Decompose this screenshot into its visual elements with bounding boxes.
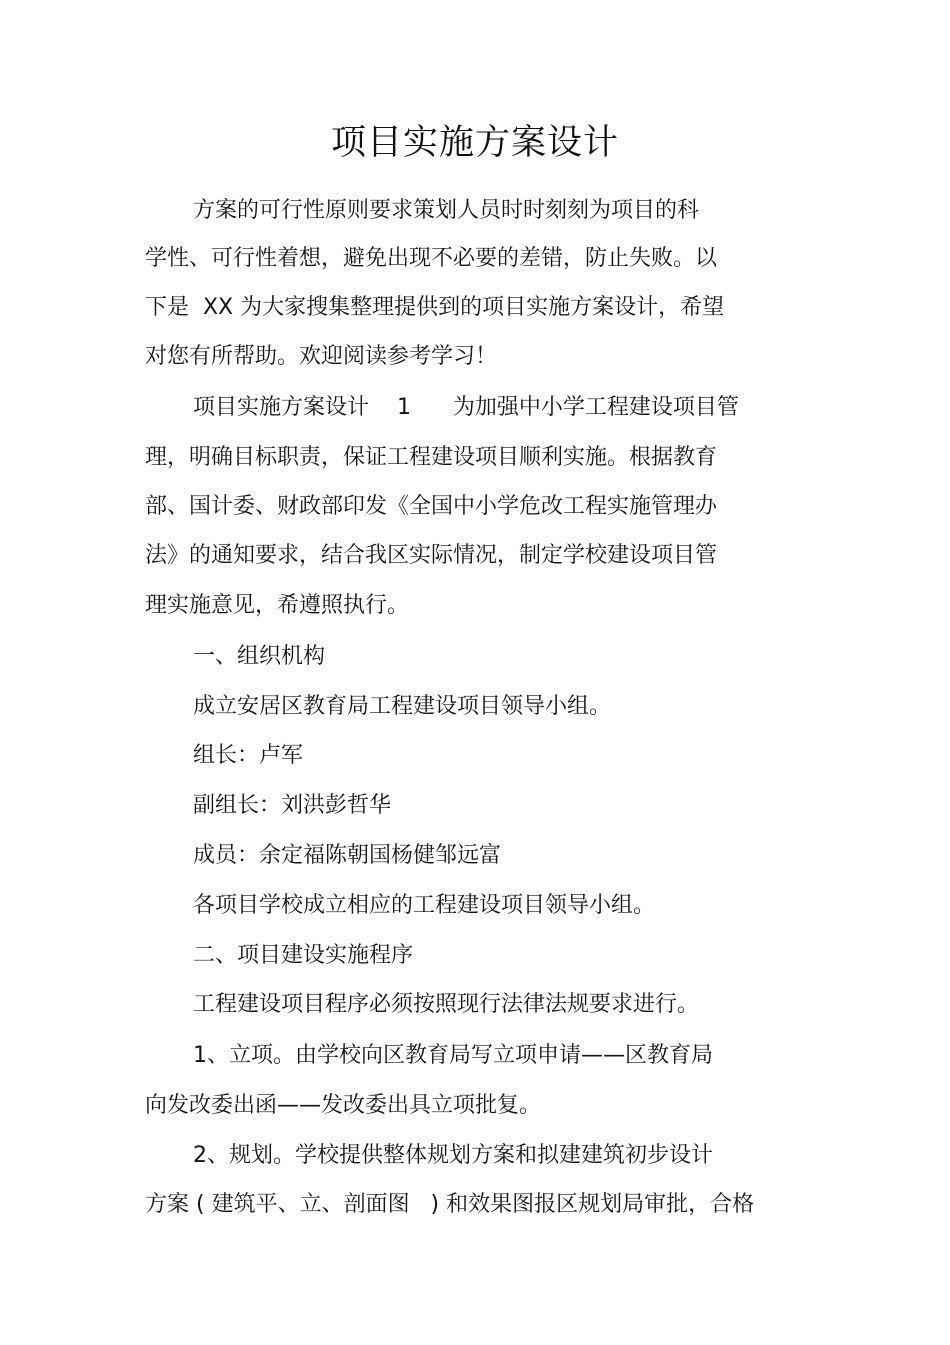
- paragraph-line: 对您有所帮助。欢迎阅读参考学习！: [145, 344, 498, 369]
- paragraph-line: 副组长：刘洪彭哲华: [193, 793, 392, 818]
- paragraph-line: 部、国计委、财政部印发《全国中小学危改工程实施管理办: [145, 494, 718, 519]
- section-heading: 一、组织机构: [193, 644, 326, 669]
- section-heading: 二、项目建设实施程序: [193, 943, 414, 968]
- paragraph-line: 成立安居区教育局工程建设项目领导小组。: [193, 694, 612, 719]
- paragraph-line: 学性、可行性着想，避免出现不必要的差错，防止失败。以: [145, 246, 718, 271]
- paragraph-line: 工程建设项目程序必须按照现行法律法规要求进行。: [193, 992, 700, 1017]
- paragraph-line: 组长：卢军: [193, 743, 304, 768]
- paragraph-line: 理，明确目标职责，保证工程建设项目顺利实施。根据教育: [145, 445, 718, 470]
- paragraph-line: 成员：余定福陈朝国杨健邹远富: [193, 843, 502, 868]
- paragraph-line: 各项目学校成立相应的工程建设项目领导小组。: [193, 893, 656, 918]
- document-title: 项目实施方案设计: [330, 123, 619, 163]
- paragraph-line: 向发改委出函——发改委出具立项批复。: [145, 1093, 542, 1118]
- paragraph-line: 项目实施方案设计 1 为加强中小学工程建设项目管: [193, 395, 739, 420]
- paragraph-line: 方案 ( 建筑平、立、剖面图 ) 和效果图报区规划局审批，合格: [145, 1192, 755, 1217]
- paragraph-line: 法》的通知要求，结合我区实际情况，制定学校建设项目管: [145, 543, 718, 568]
- paragraph-line: 下是 XX 为大家搜集整理提供到的项目实施方案设计，希望: [145, 295, 725, 320]
- paragraph-line: 理实施意见，希遵照执行。: [145, 593, 410, 618]
- paragraph-line: 2、规划。学校提供整体规划方案和拟建建筑初步设计: [193, 1143, 713, 1168]
- paragraph-line: 1、立项。由学校向区教育局写立项申请——区教育局: [193, 1043, 713, 1068]
- paragraph-line: 方案的可行性原则要求策划人员时时刻刻为项目的科: [193, 198, 700, 223]
